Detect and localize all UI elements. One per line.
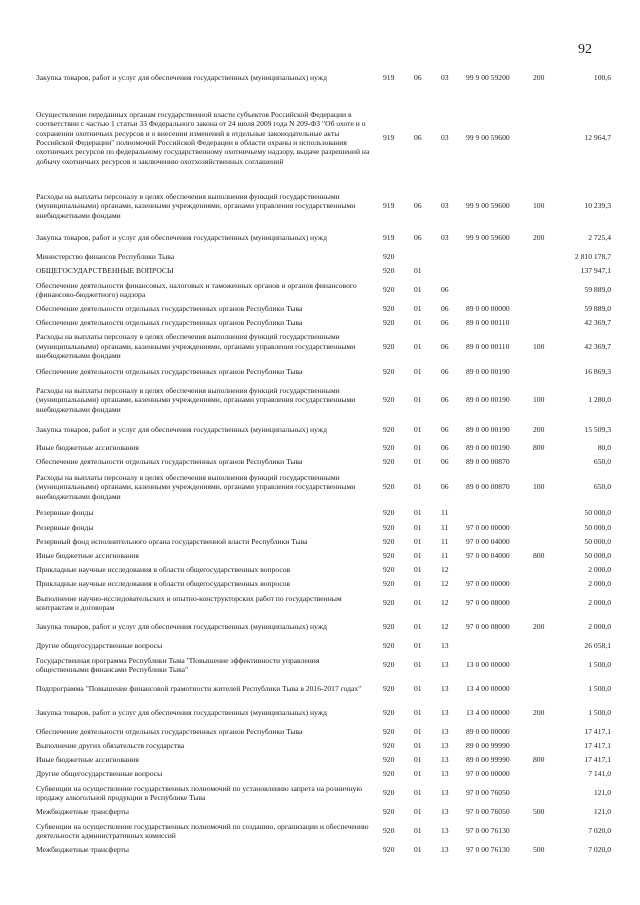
row-ved-code: 920 — [383, 523, 395, 533]
row-amount: 50 000,0 — [584, 537, 611, 547]
row-name: Закупка товаров, работ и услуг для обеспечения государственных (муниципальных) нужд — [36, 73, 327, 83]
row-ved-code: 920 — [383, 788, 395, 798]
row-target-article: 97 0 00 04000 — [466, 551, 510, 561]
row-name: Выполнение научно-исследовательских и опытно-конструкторских работ по государственным контрактам и договорам — [36, 593, 342, 612]
row-ved-code: 920 — [383, 769, 395, 779]
row-expense-type: 100 — [533, 395, 545, 405]
row-ved-code: 919 — [383, 233, 395, 243]
row-ved-code: 920 — [383, 508, 395, 518]
row-section-code: 01 — [414, 395, 422, 405]
row-target-article: 89 0 00 00000 — [466, 304, 510, 314]
row-ved-code: 920 — [383, 537, 395, 547]
row-name: Иные бюджетные ассигнования — [36, 551, 139, 561]
table-row — [0, 577, 640, 591]
row-section-code: 01 — [414, 788, 422, 798]
row-subsection-code: 03 — [441, 201, 449, 211]
table-row — [0, 250, 640, 264]
row-section-code: 01 — [414, 598, 422, 608]
row-section-code: 06 — [414, 201, 422, 211]
row-section-code: 01 — [414, 508, 422, 518]
row-expense-type: 200 — [533, 233, 545, 243]
row-ved-code: 920 — [383, 443, 395, 453]
table-row — [0, 505, 640, 521]
row-ved-code: 920 — [383, 845, 395, 855]
row-amount: 59 889,0 — [584, 285, 611, 295]
row-amount: 17 417,1 — [584, 755, 611, 765]
row-expense-type: 800 — [533, 551, 545, 561]
row-section-code: 01 — [414, 318, 422, 328]
row-target-article: 97 0 00 00000 — [466, 769, 510, 779]
table-row — [0, 767, 640, 781]
row-amount: 100,6 — [593, 73, 611, 83]
row-subsection-code: 13 — [441, 684, 449, 694]
row-ved-code: 920 — [383, 266, 395, 276]
row-target-article: 13 4 00 00000 — [466, 684, 510, 694]
row-name: Выполнение других обязательств государства — [36, 741, 185, 751]
row-target-article: 97 0 00 76050 — [466, 788, 510, 798]
row-section-code: 01 — [414, 755, 422, 765]
row-target-article: 97 0 00 76130 — [466, 845, 510, 855]
table-row — [0, 739, 640, 753]
row-amount: 42 369,7 — [584, 341, 611, 351]
row-expense-type: 200 — [533, 73, 545, 83]
row-expense-type: 800 — [533, 755, 545, 765]
row-section-code: 01 — [414, 367, 422, 377]
table-row — [0, 469, 640, 505]
row-name: Субвенции на осуществление государственных полномочий по созданию, организации и обеспечению деятельности административных комиссий — [36, 821, 369, 840]
row-target-article: 89 0 00 00190 — [466, 395, 510, 405]
table-row — [0, 363, 640, 381]
row-target-article: 97 0 00 04000 — [466, 537, 510, 547]
row-ved-code: 920 — [383, 285, 395, 295]
row-amount: 1 500,0 — [588, 684, 611, 694]
table-row — [0, 226, 640, 250]
row-amount: 15 509,3 — [584, 425, 611, 435]
row-amount: 137 947,1 — [580, 266, 611, 276]
table-row — [0, 186, 640, 226]
row-section-code: 01 — [414, 443, 422, 453]
row-section-code: 01 — [414, 727, 422, 737]
row-target-article: 89 0 00 00870 — [466, 457, 510, 467]
table-row — [0, 302, 640, 316]
row-name: Расходы на выплаты персоналу в целях обеспечения выполнения функций государственными (муниципальными) органами, казенными учреждениями, органами управления государственными внебюджетными фондами — [36, 332, 356, 361]
row-section-code: 01 — [414, 304, 422, 314]
row-amount: 42 369,7 — [584, 318, 611, 328]
row-target-article: 89 0 00 00190 — [466, 367, 510, 377]
row-target-article: 97 0 00 00000 — [466, 579, 510, 589]
row-subsection-code: 11 — [441, 523, 449, 533]
table-row — [0, 549, 640, 563]
row-amount: 1 500,0 — [588, 660, 611, 670]
row-name: Другие общегосударственные вопросы — [36, 641, 163, 651]
row-target-article: 97 0 00 08000 — [466, 598, 510, 608]
row-ved-code: 919 — [383, 201, 395, 211]
row-name: Закупка товаров, работ и услуг для обеспечения государственных (муниципальных) нужд — [36, 233, 327, 243]
row-amount: 2 725,4 — [588, 233, 611, 243]
row-section-code: 01 — [414, 826, 422, 836]
row-section-code: 06 — [414, 73, 422, 83]
row-amount: 12 964,7 — [584, 133, 611, 143]
row-name: Обеспечение деятельности отдельных государственных органов Республики Тыва — [36, 318, 303, 328]
row-ved-code: 920 — [383, 482, 395, 492]
row-name: Осуществление переданных органам государственной власти субъектов Российской Федерации в соответствии с частью 1 статьи 33 Федерального закона от 24 июля 2009 года N 209-ФЗ "Об охоте и о сохранении охотничьих ресурсов и о внесении изменений в отдельные законодательные акты Российской Федерации" полномочий Российской Федерации в области охраны и использования охотничьих ресурсов по федеральному государственному охотничьему надзору, выдаче разрешений на добычу охотничьих ресурсов и заключению охотхозяйственных соглашений — [36, 109, 370, 166]
row-subsection-code: 06 — [441, 395, 449, 405]
row-target-article: 89 0 00 99990 — [466, 741, 510, 751]
row-ved-code: 920 — [383, 304, 395, 314]
row-section-code: 01 — [414, 741, 422, 751]
row-subsection-code: 13 — [441, 788, 449, 798]
row-expense-type: 200 — [533, 622, 545, 632]
row-name: Расходы на выплаты персоналу в целях обеспечения выполнения функций государственными (муниципальными) органами, казенными учреждениями, органами управления государственными внебюджетными фондами — [36, 385, 356, 414]
row-section-code: 01 — [414, 266, 422, 276]
row-amount: 50 000,0 — [584, 523, 611, 533]
row-subsection-code: 13 — [441, 826, 449, 836]
row-subsection-code: 13 — [441, 845, 449, 855]
table-row — [0, 653, 640, 677]
table-row — [0, 591, 640, 615]
row-amount: 650,0 — [593, 457, 611, 467]
row-ved-code: 920 — [383, 367, 395, 377]
table-row — [0, 441, 640, 455]
row-section-code: 01 — [414, 684, 422, 694]
row-subsection-code: 13 — [441, 769, 449, 779]
row-amount: 17 417,1 — [584, 741, 611, 751]
row-subsection-code: 13 — [441, 708, 449, 718]
row-expense-type: 500 — [533, 845, 545, 855]
row-subsection-code: 06 — [441, 318, 449, 328]
row-amount: 1 280,0 — [588, 395, 611, 405]
row-subsection-code: 06 — [441, 304, 449, 314]
budget-table — [0, 66, 640, 857]
row-name: Резервный фонд исполнительного органа государственной власти Республики Тыва — [36, 537, 308, 547]
row-section-code: 01 — [414, 660, 422, 670]
row-subsection-code: 11 — [441, 537, 449, 547]
row-subsection-code: 03 — [441, 133, 449, 143]
table-row — [0, 66, 640, 90]
row-ved-code: 919 — [383, 73, 395, 83]
row-amount: 7 020,0 — [588, 826, 611, 836]
row-name: Закупка товаров, работ и услуг для обеспечения государственных (муниципальных) нужд — [36, 708, 327, 718]
row-section-code: 01 — [414, 845, 422, 855]
row-subsection-code: 13 — [441, 755, 449, 765]
row-ved-code: 920 — [383, 684, 395, 694]
row-target-article: 89 0 00 00000 — [466, 727, 510, 737]
row-name: Расходы на выплаты персоналу в целях обеспечения выполнения функций государственными (муниципальными) органами, казенными учреждениями, органами управления государственными внебюджетными фондами — [36, 191, 356, 220]
row-target-article: 97 0 00 08000 — [466, 622, 510, 632]
row-name: Обеспечение деятельности отдельных государственных органов Республики Тыва — [36, 457, 303, 467]
row-ved-code: 920 — [383, 727, 395, 737]
row-target-article: 89 0 00 00190 — [466, 443, 510, 453]
row-expense-type: 200 — [533, 708, 545, 718]
table-row — [0, 535, 640, 549]
row-expense-type: 800 — [533, 443, 545, 453]
row-subsection-code: 06 — [441, 367, 449, 377]
row-ved-code: 920 — [383, 579, 395, 589]
row-target-article: 89 0 00 00190 — [466, 425, 510, 435]
row-name: Прикладные научные исследования в области общегосударственных вопросов — [36, 579, 291, 589]
row-subsection-code: 13 — [441, 641, 449, 651]
table-row — [0, 805, 640, 819]
row-section-code: 01 — [414, 457, 422, 467]
row-section-code: 01 — [414, 708, 422, 718]
row-section-code: 01 — [414, 807, 422, 817]
row-name: Субвенции на осуществление государственных полномочий по установлению запрета на розничную продажу алкогольной продукции в Республике Тыва — [36, 783, 363, 802]
table-row — [0, 278, 640, 302]
row-target-article: 89 0 00 00110 — [466, 318, 510, 328]
table-row — [0, 639, 640, 653]
row-amount: 80,0 — [597, 443, 611, 453]
table-row — [0, 677, 640, 701]
row-section-code: 06 — [414, 233, 422, 243]
row-subsection-code: 12 — [441, 622, 449, 632]
row-amount: 121,0 — [593, 788, 611, 798]
row-amount: 59 889,0 — [584, 304, 611, 314]
row-target-article: 89 0 00 00870 — [466, 482, 510, 492]
row-subsection-code: 11 — [441, 551, 449, 561]
row-name: Обеспечение деятельности отдельных государственных органов Республики Тыва — [36, 727, 303, 737]
row-target-article: 99 9 00 59200 — [466, 73, 510, 83]
row-target-article: 89 0 00 99990 — [466, 755, 510, 765]
row-amount: 650,0 — [593, 482, 611, 492]
row-amount: 2 000,0 — [588, 598, 611, 608]
row-target-article: 13 4 00 00000 — [466, 708, 510, 718]
row-section-code: 06 — [414, 133, 422, 143]
table-row — [0, 843, 640, 857]
row-name: Прикладные научные исследования в области общегосударственных вопросов — [36, 565, 291, 575]
row-subsection-code: 12 — [441, 565, 449, 575]
row-subsection-code: 12 — [441, 598, 449, 608]
table-row — [0, 701, 640, 725]
row-target-article: 97 0 00 00000 — [466, 523, 510, 533]
row-subsection-code: 13 — [441, 741, 449, 751]
row-expense-type: 100 — [533, 201, 545, 211]
table-row — [0, 819, 640, 843]
row-ved-code: 920 — [383, 457, 395, 467]
row-section-code: 01 — [414, 482, 422, 492]
row-name: Расходы на выплаты персоналу в целях обеспечения выполнения функций государственными (муниципальными) органами, казенными учреждениями, органами управления государственными внебюджетными фондами — [36, 472, 356, 501]
row-target-article: 99 9 00 59600 — [466, 233, 510, 243]
row-section-code: 01 — [414, 641, 422, 651]
row-target-article: 97 0 00 76050 — [466, 807, 510, 817]
row-target-article: 99 9 00 59600 — [466, 133, 510, 143]
table-row — [0, 455, 640, 469]
table-row — [0, 725, 640, 739]
table-row — [0, 563, 640, 577]
row-subsection-code: 06 — [441, 482, 449, 492]
row-ved-code: 920 — [383, 708, 395, 718]
row-subsection-code: 03 — [441, 233, 449, 243]
table-row — [0, 316, 640, 330]
row-expense-type: 100 — [533, 482, 545, 492]
row-name: Иные бюджетные ассигнования — [36, 755, 139, 765]
row-expense-type: 500 — [533, 807, 545, 817]
row-amount: 10 239,3 — [584, 201, 611, 211]
row-name: Межбюджетные трансферты — [36, 845, 129, 855]
row-section-code: 01 — [414, 341, 422, 351]
row-ved-code: 920 — [383, 741, 395, 751]
row-target-article: 99 9 00 59600 — [466, 201, 510, 211]
row-ved-code: 920 — [383, 318, 395, 328]
row-section-code: 01 — [414, 769, 422, 779]
row-ved-code: 920 — [383, 395, 395, 405]
row-subsection-code: 06 — [441, 425, 449, 435]
row-ved-code: 919 — [383, 133, 395, 143]
table-row — [0, 753, 640, 767]
row-name: ОБЩЕГОСУДАРСТВЕННЫЕ ВОПРОСЫ — [36, 266, 174, 276]
row-amount: 2 000,0 — [588, 579, 611, 589]
row-ved-code: 920 — [383, 551, 395, 561]
row-name: Другие общегосударственные вопросы — [36, 769, 163, 779]
row-name: Подпрограмма "Повышение финансовой грамотности жителей Республики Тыва в 2016-2017 годах" — [36, 684, 362, 694]
row-expense-type: 100 — [533, 341, 545, 351]
table-row — [0, 330, 640, 363]
row-name: Иные бюджетные ассигнования — [36, 443, 139, 453]
row-name: Обеспечение деятельности финансовых, налоговых и таможенных органов и органов финансового (финансово-бюджетного) надзора — [36, 280, 357, 299]
row-subsection-code: 06 — [441, 285, 449, 295]
row-section-code: 01 — [414, 523, 422, 533]
page-number: 92 — [578, 42, 592, 57]
row-ved-code: 920 — [383, 641, 395, 651]
row-subsection-code: 06 — [441, 457, 449, 467]
row-section-code: 01 — [414, 579, 422, 589]
row-ved-code: 920 — [383, 755, 395, 765]
row-amount: 50 000,0 — [584, 551, 611, 561]
row-amount: 26 058,1 — [584, 641, 611, 651]
row-name: Закупка товаров, работ и услуг для обеспечения государственных (муниципальных) нужд — [36, 622, 327, 632]
row-section-code: 01 — [414, 285, 422, 295]
row-amount: 7 141,0 — [588, 769, 611, 779]
row-subsection-code: 06 — [441, 443, 449, 453]
row-subsection-code: 13 — [441, 660, 449, 670]
row-amount: 2 000,0 — [588, 565, 611, 575]
row-section-code: 01 — [414, 425, 422, 435]
row-subsection-code: 03 — [441, 73, 449, 83]
row-expense-type: 200 — [533, 425, 545, 435]
row-section-code: 01 — [414, 551, 422, 561]
row-ved-code: 920 — [383, 425, 395, 435]
table-row — [0, 781, 640, 805]
row-section-code: 01 — [414, 537, 422, 547]
row-name: Министерство финансов Республики Тыва — [36, 252, 175, 262]
table-row — [0, 264, 640, 278]
table-row — [0, 381, 640, 419]
row-amount: 17 417,1 — [584, 727, 611, 737]
table-row — [0, 615, 640, 639]
row-amount: 16 869,3 — [584, 367, 611, 377]
row-name: Обеспечение деятельности отдельных государственных органов Республики Тыва — [36, 304, 303, 314]
row-ved-code: 920 — [383, 660, 395, 670]
row-amount: 2 810 178,7 — [574, 252, 611, 262]
row-amount: 2 000,0 — [588, 622, 611, 632]
row-target-article: 13 0 00 00000 — [466, 660, 510, 670]
row-subsection-code: 13 — [441, 727, 449, 737]
row-name: Резервные фонды — [36, 508, 94, 518]
row-ved-code: 920 — [383, 252, 395, 262]
row-section-code: 01 — [414, 565, 422, 575]
row-name: Межбюджетные трансферты — [36, 807, 129, 817]
row-ved-code: 920 — [383, 826, 395, 836]
row-ved-code: 920 — [383, 622, 395, 632]
row-subsection-code: 13 — [441, 807, 449, 817]
table-row — [0, 419, 640, 441]
row-ved-code: 920 — [383, 341, 395, 351]
row-ved-code: 920 — [383, 598, 395, 608]
row-subsection-code: 12 — [441, 579, 449, 589]
row-target-article: 97 0 00 76130 — [466, 826, 510, 836]
row-name: Резервные фонды — [36, 523, 94, 533]
row-target-article: 89 0 00 00110 — [466, 341, 510, 351]
row-name: Государственная программа Республики Тыва "Повышение эффективности управления общественными финансами Республики Тыва" — [36, 655, 320, 674]
row-amount: 7 020,0 — [588, 845, 611, 855]
row-amount: 121,0 — [593, 807, 611, 817]
table-row — [0, 90, 640, 186]
row-subsection-code: 11 — [441, 508, 449, 518]
row-name: Закупка товаров, работ и услуг для обеспечения государственных (муниципальных) нужд — [36, 425, 327, 435]
row-ved-code: 920 — [383, 807, 395, 817]
row-section-code: 01 — [414, 622, 422, 632]
row-amount: 1 500,0 — [588, 708, 611, 718]
row-subsection-code: 06 — [441, 341, 449, 351]
row-amount: 50 000,0 — [584, 508, 611, 518]
row-name: Обеспечение деятельности отдельных государственных органов Республики Тыва — [36, 367, 303, 377]
table-row — [0, 521, 640, 535]
row-ved-code: 920 — [383, 565, 395, 575]
